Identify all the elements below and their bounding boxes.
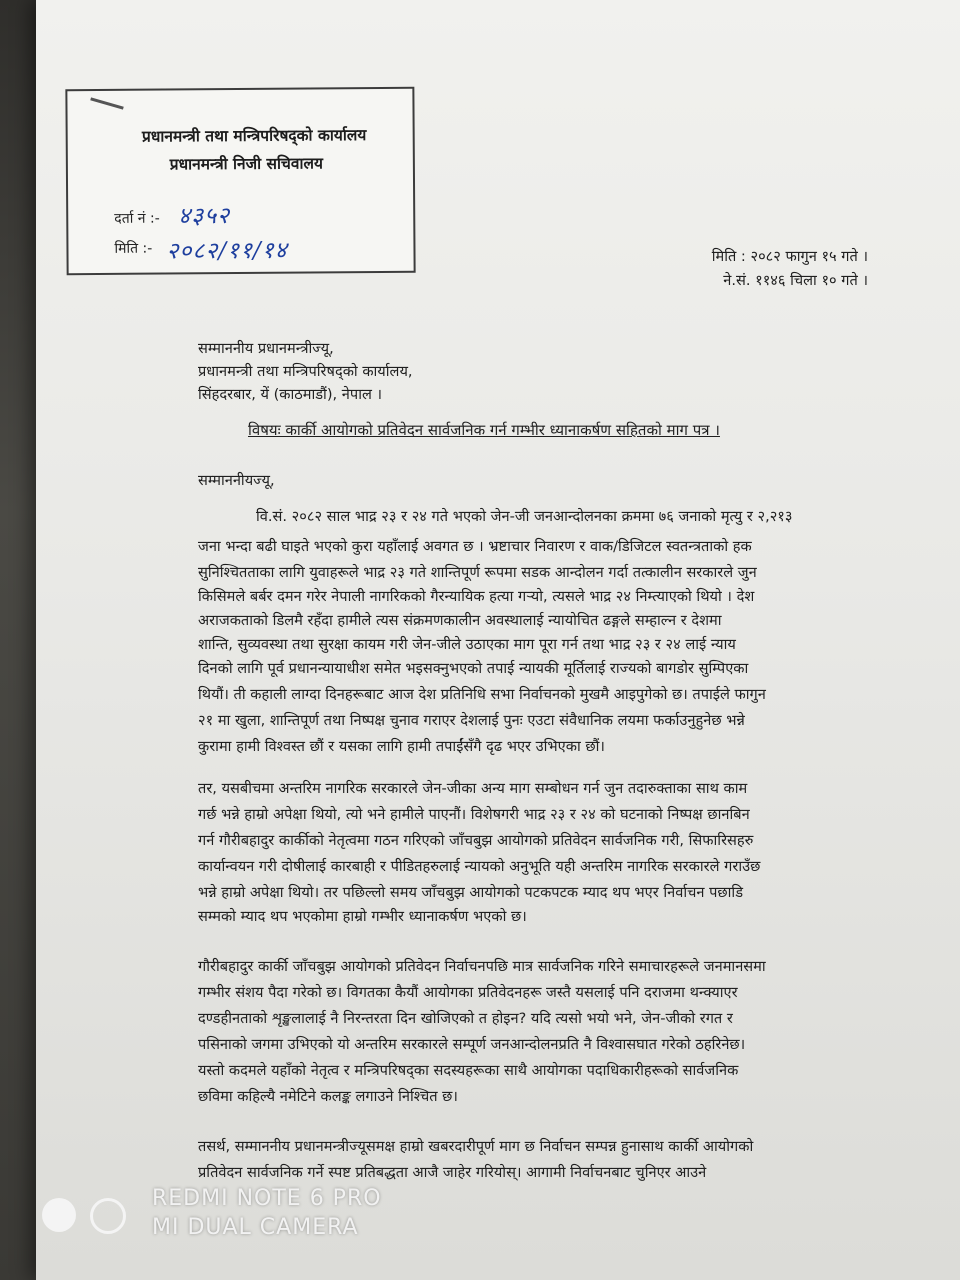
camera-watermark-model: REDMI NOTE 6 PRO bbox=[152, 1186, 382, 1211]
registration-stamp bbox=[65, 87, 415, 275]
para3-line: गम्भीर संशय पैदा गरेको छ। विगतका कैयौं आयोगका प्रतिवेदनहरू जस्तै यसलाई पनि दराजमा थन्क्याएर bbox=[198, 984, 738, 1001]
para4-line: तसर्थ, सम्माननीय प्रधानमन्त्रीज्यूसमक्ष हाम्रो खबरदारीपूर्ण माग छ निर्वाचन सम्पन्न हुनासाथ कार्की आयोगको bbox=[198, 1138, 754, 1155]
para1-line: जना भन्दा बढी घाइते भएको कुरा यहाँलाई अवगत छ । भ्रष्टाचार निवारण र वाक/डिजिटल स्वतन्त्रताको हक bbox=[198, 538, 752, 555]
para1-line: किसिमले बर्बर दमन गरेर नेपाली नागरिकको गैरन्यायिक हत्या गर्‍यो, त्यसले भाद्र २४ निम्त्याएको थियो । देश bbox=[198, 588, 755, 605]
para3-line: गौरीबहादुर कार्की जाँचबुझ आयोगको प्रतिवेदन निर्वाचनपछि मात्र सार्वजनिक गरिने समाचारहरूले जनमानसमा bbox=[198, 958, 766, 975]
para2-line: कार्यान्वयन गरी दोषीलाई कारबाही र पीडितहरुलाई न्यायको अनुभूति यही अन्तरिम नागरिक सरकारले गराउँछ bbox=[198, 858, 761, 875]
stamp-secretariat-name: प्रधानमन्त्री निजी सचिवालय bbox=[169, 154, 324, 174]
letter-date: मिति : २०८२ फागुन १५ गते । bbox=[711, 248, 868, 265]
stamp-date-label: मिति :- bbox=[114, 240, 153, 257]
para3-line: पसिनाको जगमा उभिएको यो अन्तरिम सरकारले सम्पूर्ण जनआन्दोलनप्रति नै विश्वासघात गरेको ठहरिनेछ। bbox=[198, 1036, 746, 1053]
para2-line: गर्छ भन्ने हाम्रो अपेक्षा थियो, त्यो भने हामीले पाएनौं। विशेषगरी भाद्र २३ र २४ को घटनाको निष्पक्ष छानबिन bbox=[198, 806, 750, 823]
para1-line: दिनको लागि पूर्व प्रधानन्यायाधीश समेत भइसक्नुभएको तपाई न्यायकी मूर्तिलाई राज्यको बागडोर सुम्पिएका bbox=[198, 660, 749, 677]
letter-nepal-sambat-date: ने.सं. ११४६ चिला १० गते । bbox=[723, 272, 868, 289]
para1-line: २१ मा खुला, शान्तिपूर्ण तथा निष्पक्ष चुनाव गराएर देशलाई पुनः एउटा संवैधानिक लयमा फर्काउनुहुनेछ भन्ने bbox=[198, 712, 745, 729]
stamp-reg-label: दर्ता नं :- bbox=[114, 210, 160, 227]
stamp-date-value: २०८२/११/१४ bbox=[166, 237, 288, 265]
letter-subject: विषयः कार्की आयोगको प्रतिवेदन सार्वजनिक गर्न गम्भीर ध्यानाकर्षण सहितको माग पत्र । bbox=[248, 421, 720, 439]
para3-line: छविमा कहिल्यै नमेटिने कलङ्क लगाउने निश्चित छ। bbox=[198, 1088, 458, 1105]
para2-line: सम्मको म्याद थप भएकोमा हाम्रो गम्भीर ध्यानाकर्षण भएको छ। bbox=[198, 908, 527, 925]
para1-line: शान्ति, सुव्यवस्था तथा सुरक्षा कायम गरी जेन-जीले उठाएका माग पूरा गर्न तथा भाद्र २३ र २४ लाई न्याय bbox=[198, 636, 736, 653]
para1-line: सुनिश्चितताका लागि युवाहरूले भाद्र २३ गते शान्तिपूर्ण रूपमा सडक आन्दोलन गर्दा तत्कालीन सरकारले जुन bbox=[198, 564, 757, 581]
camera-dot-filled-icon bbox=[42, 1198, 76, 1232]
para1-line: वि.सं. २०८२ साल भाद्र २३ र २४ गते भएको जेन-जी जनआन्दोलनका क्रममा ७६ जनाको मृत्यु र २,२१३ bbox=[256, 508, 793, 525]
camera-dot-outline-icon bbox=[90, 1198, 126, 1234]
address-line-1: सम्माननीय प्रधानमन्त्रीज्यू, bbox=[198, 340, 334, 357]
stamp-office-name: प्रधानमन्त्री तथा मन्त्रिपरिषद्को कार्यालय bbox=[141, 126, 367, 146]
camera-watermark-label: MI DUAL CAMERA bbox=[152, 1215, 359, 1240]
address-line-3: सिंहदरबार, यें (काठमाडौं), नेपाल । bbox=[198, 386, 383, 403]
para3-line: दण्डहीनताको शृङ्खलालाई नै निरन्तरता दिन खोजिएको त होइन? यदि त्यसो भयो भने, जेन-जीको रगत र bbox=[198, 1010, 733, 1027]
address-line-2: प्रधानमन्त्री तथा मन्त्रिपरिषद्को कार्यालय, bbox=[198, 363, 413, 380]
para2-line: भन्ने हाम्रो अपेक्षा थियो। तर पछिल्लो समय जाँचबुझ आयोगको पटकपटक म्याद थप भएर निर्वाचन पछाडि bbox=[198, 884, 744, 901]
para2-line: तर, यसबीचमा अन्तरिम नागरिक सरकारले जेन-जीका अन्य माग सम्बोधन गर्न जुन तदारुक्ताका साथ काम bbox=[198, 780, 748, 797]
para1-line: अराजकताको डिलमै रहँदा हामीले त्यस संक्रमणकालीन अवस्थालाई न्यायोचित ढङ्गले सम्हाल्न र देशमा bbox=[198, 612, 722, 629]
para4-line: प्रतिवेदन सार्वजनिक गर्ने स्पष्ट प्रतिबद्धता आजै जाहेर गरियोस्। आगामी निर्वाचनबाट चुनिएर आउने bbox=[198, 1164, 707, 1181]
para3-line: यस्तो कदमले यहाँको नेतृत्व र मन्त्रिपरिषद्का सदस्यहरूका साथै आयोगका पदाधिकारीहरूको सार्वजनिक bbox=[198, 1062, 739, 1079]
stamp-reg-number: ४३५२ bbox=[178, 203, 231, 230]
para1-line: थियौं। ती कहाली लाग्दा दिनहरूबाट आज देश प्रतिनिधि सभा निर्वाचनको मुखमै आइपुगेको छ। तपाईले फागुन bbox=[198, 686, 766, 703]
para1-line: कुरामा हामी विश्वस्त छौं र यसका लागि हामी तपाईंसँगै दृढ भएर उभिएका छौं। bbox=[198, 738, 605, 755]
para2-line: गर्न गौरीबहादुर कार्कीको नेतृत्वमा गठन गरिएको जाँचबुझ आयोगको प्रतिवेदन सार्वजनिक गरी, सिफारिसहरु bbox=[198, 832, 754, 849]
salutation: सम्माननीयज्यू, bbox=[198, 472, 275, 489]
